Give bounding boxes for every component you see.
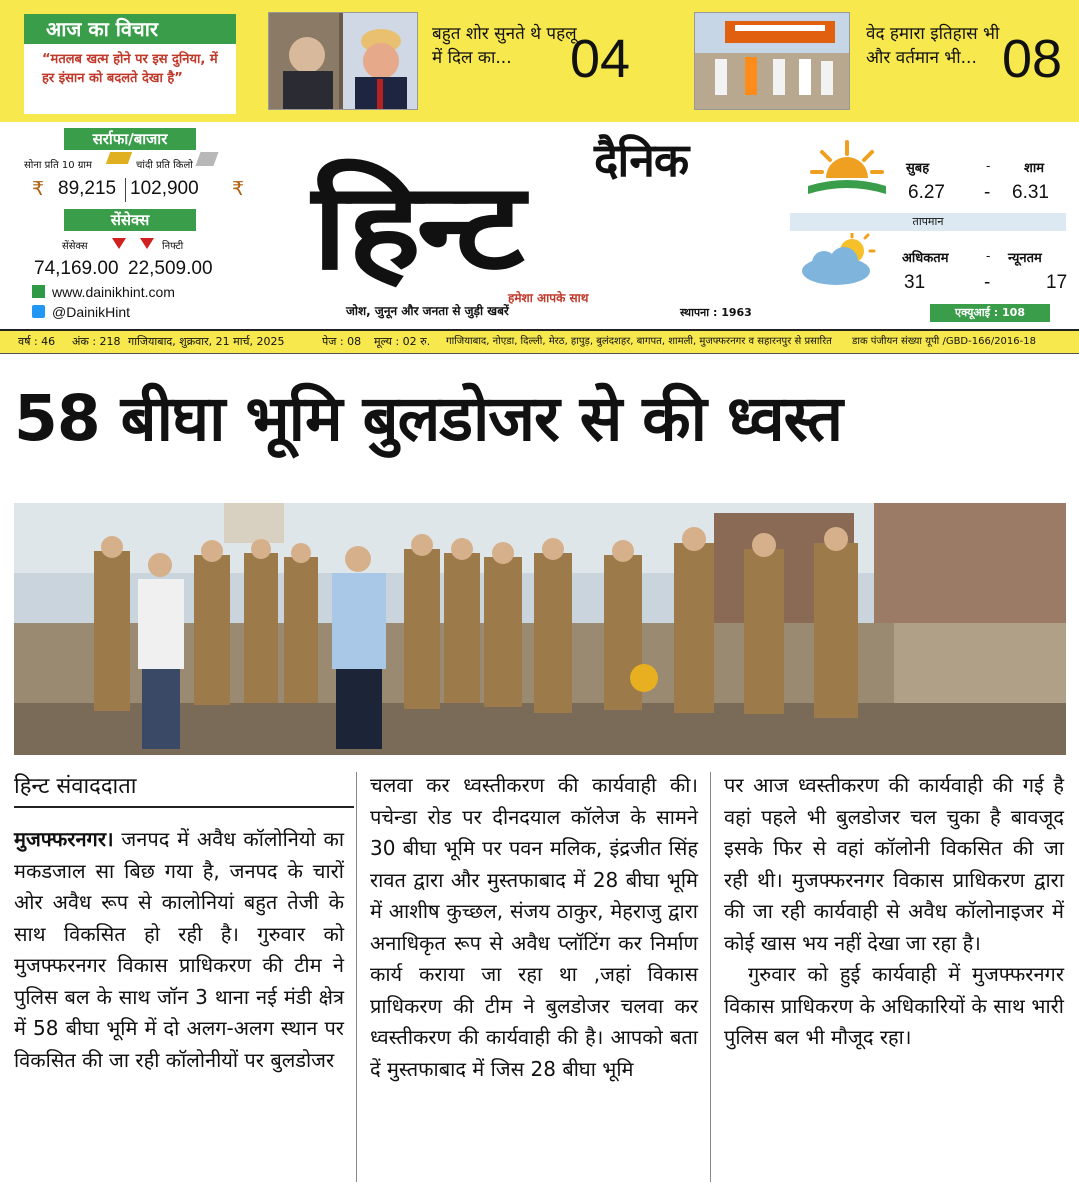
dash-2: - — [984, 182, 991, 203]
silver-value: 102,900 — [130, 178, 199, 199]
rupee-icon: ₹ — [32, 179, 45, 200]
max-temp: 31 — [904, 272, 926, 293]
teaser-photo-1[interactable] — [268, 12, 418, 110]
min-temp: 17 — [1046, 272, 1068, 293]
column-divider-1 — [356, 772, 357, 1182]
gold-bar-icon — [106, 152, 132, 164]
article-column-2-text: चलवा कर ध्वस्तीकरण की कार्यवाही की। पचेन्डा रोड पर दीनदयाल कॉलेज के सामने 30 बीघा भूमि पर पवन मलिक, इंद्रजीत सिंह रावत द्वारा और मुस्तफाबाद में 28 बीघा भूमि में आशीष कुच्छल, संजय ठाकुर, मेहराजु द्वारा अनाधिकृत रूप से अवैध प्लॉटिंग कर निर्माण कार्य कराया जा रहा था ,जहां विकास प्राधिकरण की टीम ने बुलडोजर चलवा कर ध्वस्तीकरण की कार्यवाही की है। आपको बता दें मुस्तफाबाद में जिस 28 बीघा भूमि — [370, 773, 698, 1081]
info-place-date: गाजियाबाद, शुक्रवार, 21 मार्च, 2025 — [128, 335, 285, 348]
masthead-dainik: दैनिक — [594, 133, 689, 187]
web-cursor-icon — [32, 285, 45, 298]
sensex-down-arrow-icon — [112, 238, 126, 249]
dash-4: - — [984, 272, 991, 293]
thought-quote: “मतलब खत्म होने पर इस दुनिया, में हर इंसान को बदलते देखा है” — [42, 52, 218, 86]
sunrise-icon — [808, 138, 886, 202]
website-link[interactable]: www.dainikhint.com — [52, 284, 175, 300]
byline: हिन्ट संवाददाता — [14, 770, 354, 808]
gold-value: 89,215 — [58, 178, 117, 199]
nifty-value: 22,509.00 — [128, 258, 213, 279]
gold-label: सोना प्रति 10 ग्राम — [24, 160, 92, 171]
twitter-handle[interactable]: @DainikHint — [52, 304, 131, 320]
info-bar — [0, 329, 1079, 354]
thought-of-day-box — [24, 14, 236, 114]
sunrise-time: 6.27 — [908, 182, 945, 203]
max-temp-label: अधिकतम — [902, 250, 949, 265]
article-column-1-text: जनपद में अवैध कॉलोनियो का मकडजाल सा बिछ गया है, जनपद के चारों ओर अवैध रूप से कालोनियां बहुत तेजी के साथ विकसित हो रही है। गुरुवार को मुजफ्फरनगर विकास प्राधिकरण की टीम ने पुलिस बल के साथ जॉन 3 थाना नई मंडी क्षेत्र में 58 बीघा भूमि में दो अलग-अलग स्थान पर विकसित की जा रही कॉलोनीयों पर बुलडोजर — [14, 827, 345, 1072]
bullion-heading: सर्राफा/बाजार — [64, 128, 196, 150]
teaser-photo-2-image — [695, 13, 849, 109]
masthead-tagline: जोश, जुनून और जनता से जुड़ी खबरें — [346, 304, 509, 318]
article-column-1 — [14, 824, 344, 1076]
info-pages: पेज : 08 — [322, 335, 362, 348]
nifty-label: निफ्टी — [162, 241, 184, 252]
sensex-label: सेंसेक्स — [62, 241, 88, 252]
headline: 58 बीघा भूमि बुलडोजर से की ध्वस्त — [14, 382, 843, 455]
silver-label: चांदी प्रति किलो — [136, 160, 193, 171]
twitter-icon — [32, 305, 45, 318]
info-editions: गाजियाबाद, नोएडा, दिल्ली, मेरठ, हापुड़, बुलंदशहर, बागपत, शामली, मुजफ्फरनगर व सहारनपुर से प्रसारित — [446, 336, 832, 347]
article-column-3-text: पर आज ध्वस्तीकरण की कार्यवाही की गई है वहां पहले भी बुलडोजर चल चुका है बावजूद इसके फिर से वहां कॉलोनी विकसित की जा रही थी। मुजफ्फरनगर विकास प्राधिकरण द्वारा की जा रही कार्यवाही से अवैध कॉलोनाइजर में कोई खास भय नहीं देखा जा रहा है। — [724, 773, 1064, 955]
aqi-badge: एक्यूआई : 108 — [930, 304, 1050, 322]
sensex-value: 74,169.00 — [34, 258, 119, 279]
article-column-2 — [370, 770, 698, 1085]
rupee-icon-2: ₹ — [232, 179, 245, 200]
info-issue: अंक : 218 — [72, 335, 121, 348]
masthead-established: स्थापना : 1963 — [680, 306, 752, 319]
article-column-3 — [724, 770, 1064, 1054]
masthead-slogan: हमेशा आपके साथ — [508, 291, 589, 305]
teaser-photo-2[interactable] — [694, 12, 850, 110]
thought-heading: आज का विचार — [24, 14, 236, 44]
dateline: मुजफ्फरनगर। — [14, 827, 114, 851]
market-divider — [125, 178, 126, 202]
teaser-page-2: 08 — [1002, 29, 1063, 89]
nifty-down-arrow-icon — [140, 238, 154, 249]
cloud-sun-icon — [796, 233, 884, 289]
teaser-text-1[interactable]: बहुत शोर सुनते थे पहलू में दिल का... — [432, 24, 577, 68]
teaser-page-1: 04 — [570, 29, 631, 89]
article-column-3-text-2: गुरुवार को हुई कार्यवाही में मुजफ्फरनगर विकास प्राधिकरण के अधिकारियों के साथ भारी पुलिस बल भी मौजूद रहा। — [724, 962, 1064, 1049]
dash-3: - — [986, 248, 991, 263]
column-divider-2 — [710, 772, 711, 1182]
info-year: वर्ष : 46 — [18, 335, 56, 348]
teaser-text-2[interactable]: वेद हमारा इतिहास भी और वर्तमान भी... — [866, 24, 1000, 68]
evening-label: शाम — [1024, 160, 1044, 175]
teaser-photo-1-image — [269, 13, 417, 109]
temperature-heading: तापमान — [790, 213, 1066, 231]
info-registration: डाक पंजीयन संख्या यूपी /GBD-166/2016-18 — [852, 336, 1036, 347]
dash-1: - — [986, 158, 991, 173]
masthead-logo: हिन्ट — [312, 158, 521, 297]
morning-label: सुबह — [906, 160, 930, 175]
min-temp-label: न्यूनतम — [1008, 250, 1042, 265]
sensex-heading: सेंसेक्स — [64, 209, 196, 231]
info-price: मूल्य : 02 रु. — [374, 335, 431, 348]
news-photo — [14, 503, 1066, 755]
news-photo-image — [14, 503, 1066, 755]
sunset-time: 6.31 — [1012, 182, 1049, 203]
